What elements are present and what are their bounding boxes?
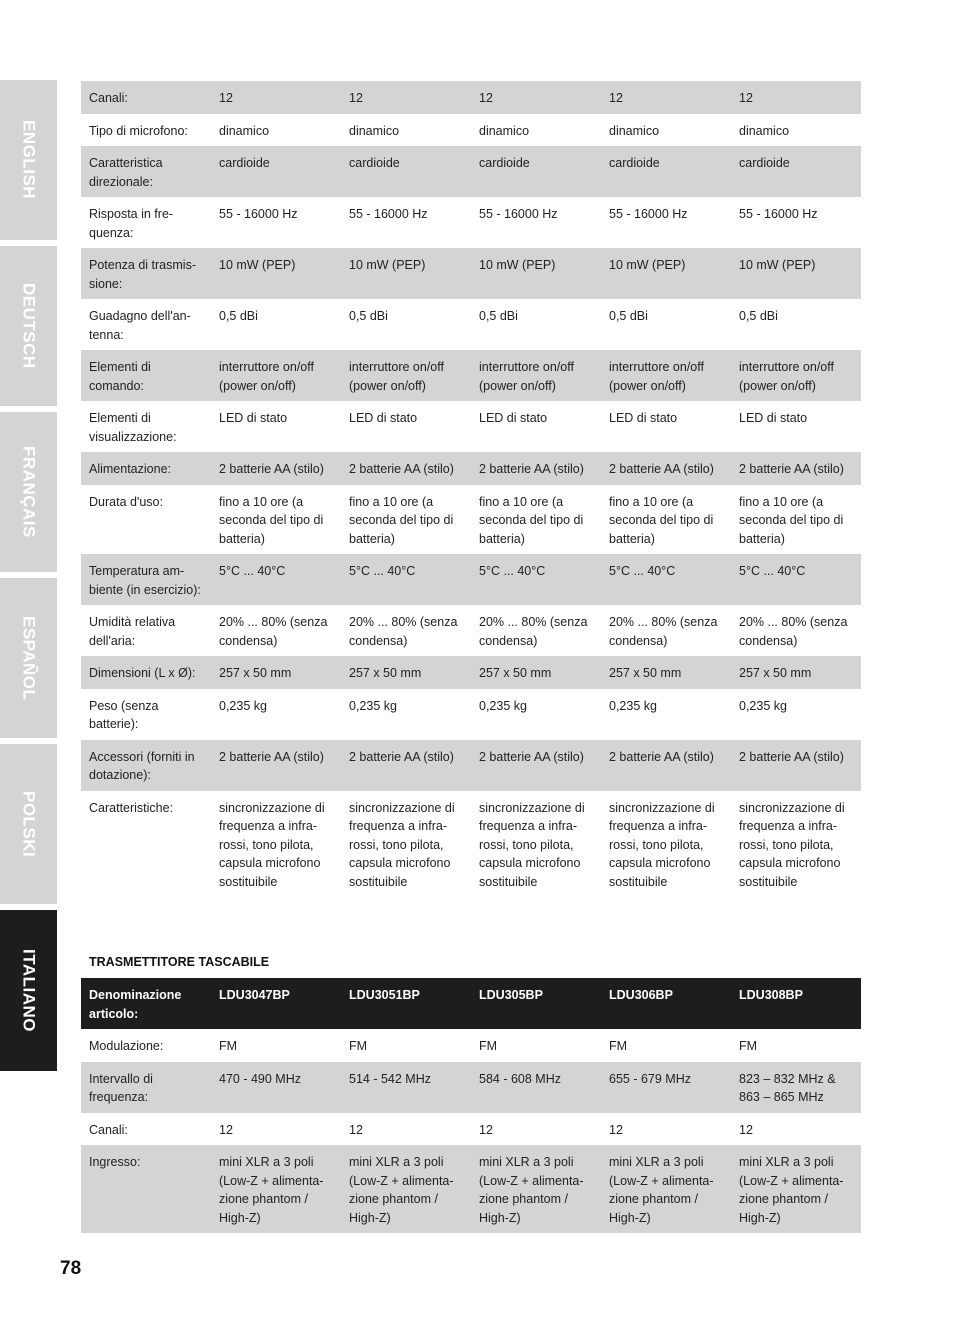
cell-value: 12 (739, 1122, 753, 1137)
cell-value: 12 (341, 81, 471, 114)
cell-value: 12 (471, 81, 601, 114)
table-row (81, 605, 861, 656)
cell-value: mini XLR a 3 poli (Low-Z + alimentazione phantom / High-Z) (341, 1145, 471, 1233)
cell-value: 0,235 kg (739, 698, 787, 713)
cell-value: mini XLR a 3 poli (Low-Z + alimentazione phantom / High-Z) (731, 1145, 861, 1233)
cell-value: FM (739, 1039, 758, 1053)
cell-value: 10 mW (PEP) (471, 248, 601, 299)
cell-value: sincronizzazione di frequenza a infrarossi, tono pilota, capsula microfono sostituibile (219, 800, 325, 889)
row-label: Caratteristica direzionale: (81, 146, 211, 197)
cell-value: 12 (609, 1122, 623, 1137)
row-label: Potenza di trasmissione: (81, 248, 211, 299)
cell-value: dinamico (349, 123, 400, 138)
cell-value: 5°C ... 40°C (601, 554, 731, 605)
cell-value: mini XLR a 3 poli (Low-Z + alimentazione phantom / High-Z) (211, 1145, 341, 1233)
table-row (81, 81, 861, 114)
cell-value: cardioide (601, 146, 731, 197)
cell-value: FM (349, 1039, 368, 1053)
cell-value: 823 – 832 MHz & 863 – 865 MHz (731, 1062, 861, 1113)
cell-value: LED di stato (479, 411, 548, 425)
cell-value: 0,5 dBi (609, 309, 648, 323)
cell-value: 20% ... 80% (senza condensa) (739, 615, 848, 648)
cell-value: 2 batterie AA (stilo) (731, 452, 861, 485)
row-label: Caratteristiche: (89, 800, 174, 815)
spec-table-receiver (81, 81, 861, 897)
cell-value: 12 (601, 81, 731, 114)
cell-value: 257 x 50 mm (731, 656, 861, 689)
row-label: Tipo di microfono: (89, 123, 188, 138)
cell-value: LED di stato (349, 411, 418, 425)
cell-value: mini XLR a 3 poli (Low-Z + alimentazione phantom / High-Z) (471, 1145, 601, 1233)
cell-value: LDU3047BP (211, 978, 341, 1029)
table-header-row (81, 978, 861, 1029)
cell-value: 0,5 dBi (349, 309, 388, 323)
row-label: Alimentazione: (81, 452, 211, 485)
cell-value: 10 mW (PEP) (211, 248, 341, 299)
row-label: Dimensioni (L x Ø): (81, 656, 211, 689)
cell-value: dinamico (219, 123, 270, 138)
table-row (81, 689, 861, 740)
tab-label: ENGLISH (19, 120, 39, 200)
cell-value: sincronizzazione di frequenza a infrarossi, tono pilota, capsula microfono sostituibile (739, 800, 845, 889)
cell-value: LDU305BP (471, 978, 601, 1029)
cell-value: cardioide (341, 146, 471, 197)
tab-label: DEUTSCH (19, 283, 39, 369)
cell-value: dinamico (739, 123, 790, 138)
tab-deutsch[interactable] (0, 246, 57, 406)
cell-value: 257 x 50 mm (341, 656, 471, 689)
table-row (81, 791, 861, 898)
cell-value: 5°C ... 40°C (341, 554, 471, 605)
row-label: Temperatura ambiente (in esercizio): (81, 554, 211, 605)
table-row (81, 350, 861, 401)
cell-value: 257 x 50 mm (601, 656, 731, 689)
row-label: Elementi di comando: (81, 350, 211, 401)
table-row (81, 299, 861, 350)
row-label: Umidità relativa dell'aria: (89, 615, 176, 648)
cell-value: fino a 10 ore (a seconda del tipo di batteria) (349, 494, 454, 546)
cell-value: 20% ... 80% (senza condensa) (609, 615, 718, 648)
cell-value: cardioide (471, 146, 601, 197)
cell-value: 12 (211, 81, 341, 114)
cell-value: dinamico (479, 123, 530, 138)
cell-value: LED di stato (739, 411, 808, 425)
cell-value: cardioide (211, 146, 341, 197)
cell-value: 20% ... 80% (senza condensa) (479, 615, 588, 648)
row-label: Elementi di visualizzazione: (89, 411, 177, 444)
row-label: Modulazione: (89, 1039, 164, 1053)
cell-value: 55 - 16000 Hz (739, 207, 818, 221)
cell-value: 2 batterie AA (stilo) (601, 740, 731, 791)
cell-value: LED di stato (219, 411, 288, 425)
table-row (81, 554, 861, 605)
cell-value: 2 batterie AA (stilo) (211, 740, 341, 791)
cell-value: 12 (219, 1122, 233, 1137)
cell-value: interruttore on/off (power on/off) (601, 350, 731, 401)
table-row (81, 114, 861, 147)
cell-value: interruttore on/off (power on/off) (341, 350, 471, 401)
cell-value: 10 mW (PEP) (341, 248, 471, 299)
cell-value: 12 (349, 1122, 363, 1137)
cell-value: 2 batterie AA (stilo) (471, 740, 601, 791)
cell-value: LED di stato (609, 411, 678, 425)
cell-value: 55 - 16000 Hz (609, 207, 688, 221)
tab-label: ITALIANO (19, 948, 39, 1032)
cell-value: 55 - 16000 Hz (349, 207, 428, 221)
tab-label: FRANÇAIS (19, 446, 39, 538)
cell-value: 20% ... 80% (senza condensa) (219, 615, 328, 648)
cell-value: interruttore on/off (power on/off) (731, 350, 861, 401)
cell-value: fino a 10 ore (a seconda del tipo di batteria) (609, 494, 714, 546)
tab-label: ESPAÑOL (19, 615, 39, 701)
cell-value: 5°C ... 40°C (731, 554, 861, 605)
cell-value: 20% ... 80% (senza condensa) (349, 615, 458, 648)
cell-value: fino a 10 ore (a seconda del tipo di batteria) (479, 494, 584, 546)
spec-table-pocket-transmitter (81, 978, 861, 1233)
cell-value: 5°C ... 40°C (471, 554, 601, 605)
cell-value: 0,5 dBi (739, 309, 778, 323)
table-row (81, 1145, 861, 1233)
row-label: Durata d'uso: (89, 494, 163, 509)
table-row (81, 656, 861, 689)
cell-value: 0,5 dBi (219, 309, 258, 323)
tab-polski[interactable] (0, 744, 57, 904)
cell-value: FM (479, 1039, 498, 1053)
cell-value: 0,235 kg (219, 698, 267, 713)
cell-value: 10 mW (PEP) (731, 248, 861, 299)
cell-value: mini XLR a 3 poli (Low-Z + alimentazione phantom / High-Z) (601, 1145, 731, 1233)
table-row (81, 1062, 861, 1113)
cell-value: 2 batterie AA (stilo) (731, 740, 861, 791)
row-label: Canali: (81, 81, 211, 114)
row-label: Ingresso: (81, 1145, 211, 1233)
tab-italiano[interactable] (0, 910, 57, 1071)
cell-value: 470 - 490 MHz (211, 1062, 341, 1113)
cell-value: 12 (479, 1122, 493, 1137)
tab-english[interactable] (0, 80, 57, 240)
cell-value: LDU306BP (601, 978, 731, 1029)
cell-value: 655 - 679 MHz (601, 1062, 731, 1113)
cell-value: 2 batterie AA (stilo) (341, 452, 471, 485)
section-title: TRASMETTITORE TASCABILE (89, 955, 270, 969)
row-label: Accessori (forniti in dotazione): (81, 740, 211, 791)
table-row (81, 485, 861, 555)
page-number: 78 (60, 1258, 82, 1279)
cell-value: 0,5 dBi (479, 309, 518, 323)
row-label: Risposta in frequenza: (89, 207, 174, 240)
row-label: Denominazione articolo: (81, 978, 211, 1029)
table-row (81, 740, 861, 791)
cell-value: 55 - 16000 Hz (219, 207, 298, 221)
cell-value: 2 batterie AA (stilo) (601, 452, 731, 485)
cell-value: LDU3051BP (341, 978, 471, 1029)
cell-value: FM (219, 1039, 238, 1053)
cell-value: 2 batterie AA (stilo) (211, 452, 341, 485)
table-row (81, 146, 861, 197)
cell-value: sincronizzazione di frequenza a infrarossi, tono pilota, capsula microfono sostituibile (609, 800, 715, 889)
cell-value: 12 (731, 81, 861, 114)
row-label: Canali: (89, 1122, 128, 1137)
table-row (81, 1029, 861, 1062)
cell-value: 2 batterie AA (stilo) (471, 452, 601, 485)
cell-value: sincronizzazione di frequenza a infrarossi, tono pilota, capsula microfono sostituibile (349, 800, 455, 889)
cell-value: 0,235 kg (609, 698, 657, 713)
cell-value: cardioide (731, 146, 861, 197)
cell-value: 584 - 608 MHz (471, 1062, 601, 1113)
table-row (81, 1113, 861, 1146)
cell-value: 514 - 542 MHz (341, 1062, 471, 1113)
row-label: Peso (senza batterie): (89, 698, 159, 731)
cell-value: 257 x 50 mm (471, 656, 601, 689)
cell-value: sincronizzazione di frequenza a infrarossi, tono pilota, capsula microfono sostituibile (479, 800, 585, 889)
cell-value: FM (609, 1039, 628, 1053)
cell-value: interruttore on/off (power on/off) (471, 350, 601, 401)
cell-value: LDU308BP (731, 978, 861, 1029)
cell-value: 2 batterie AA (stilo) (341, 740, 471, 791)
tab-label: POLSKI (19, 790, 39, 858)
table-row (81, 401, 861, 452)
cell-value: fino a 10 ore (a seconda del tipo di batteria) (739, 494, 844, 546)
cell-value: interruttore on/off (power on/off) (211, 350, 341, 401)
table-row (81, 197, 861, 248)
row-label: Guadagno dell'antenna: (89, 309, 191, 342)
cell-value: fino a 10 ore (a seconda del tipo di batteria) (219, 494, 324, 546)
table-row (81, 452, 861, 485)
cell-value: 5°C ... 40°C (211, 554, 341, 605)
tab-francais[interactable] (0, 412, 57, 572)
cell-value: dinamico (609, 123, 660, 138)
tab-espanol[interactable] (0, 578, 57, 738)
cell-value: 10 mW (PEP) (601, 248, 731, 299)
cell-value: 0,235 kg (349, 698, 397, 713)
cell-value: 257 x 50 mm (211, 656, 341, 689)
row-label: Intervallo di frequenza: (81, 1062, 211, 1113)
cell-value: 55 - 16000 Hz (479, 207, 558, 221)
table-row (81, 248, 861, 299)
cell-value: 0,235 kg (479, 698, 527, 713)
